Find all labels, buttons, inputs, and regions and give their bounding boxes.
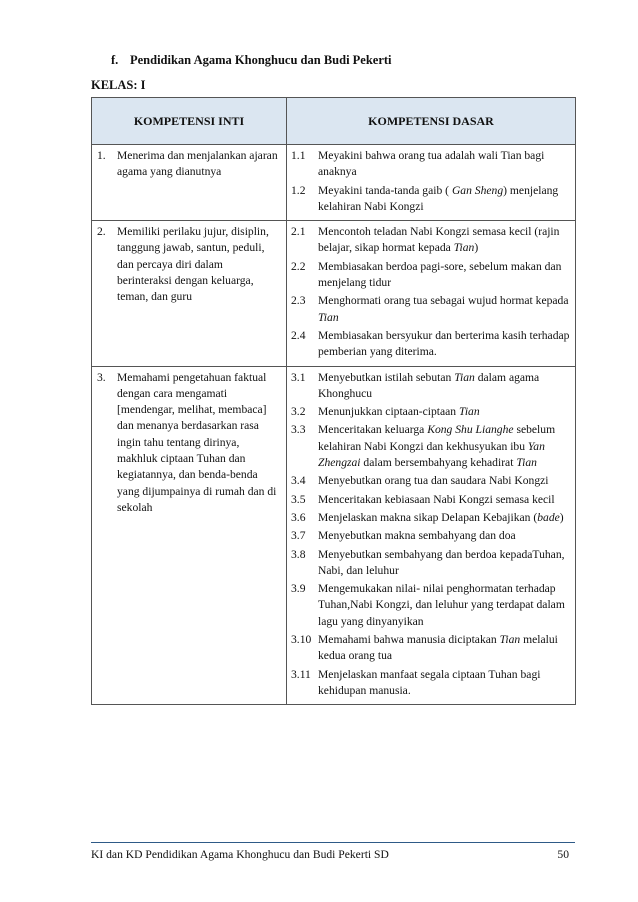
kompetensi-dasar-cell — [287, 366, 576, 705]
kd-text — [318, 422, 571, 471]
kd-text-part: Meyakini bahwa orang tua adalah wali Tian bagi anaknya — [318, 149, 545, 179]
kd-number: 3.3 — [291, 423, 306, 437]
kd-item — [291, 528, 571, 544]
kd-text — [318, 259, 571, 292]
kd-number: 3.9 — [291, 582, 306, 596]
kd-text-part: Menyebutkan istilah sebutan — [318, 370, 455, 384]
kd-number: 3.7 — [291, 529, 306, 543]
kd-text-part: Menyebutkan sembahyang dan berdoa kepadaTuhan, Nabi, dan leluhur — [318, 547, 565, 577]
kd-text-italic: Tian — [516, 456, 537, 470]
kd-item — [291, 328, 571, 361]
kd-text-part: Mengemukakan nilai- nilai penghormatan terhadap Tuhan,Nabi Kongzi, dan leluhur yang terdapat dalam lagu yang dinyanyikan — [318, 582, 565, 628]
kd-number: 3.2 — [291, 405, 306, 419]
kd-text-italic: Yan Zhengzai — [318, 439, 545, 470]
kd-text — [318, 547, 571, 580]
kd-text — [318, 404, 571, 420]
section-title: Pendidikan Agama Khonghucu dan Budi Pekerti — [130, 53, 392, 67]
ki-number: 2. — [97, 225, 106, 239]
kd-text-part: Menjelaskan manfaat segala ciptaan Tuhan bagi kehidupan manusia. — [318, 667, 541, 697]
ki-number: 1. — [97, 149, 106, 162]
ki-text: Memahami pengetahuan faktual dengan cara mengamati [mendengar, melihat, membaca] dan menanya berdasarkan rasa ingin tahu tentang dirinya, makhluk ciptaan Tuhan dan kegiatannya, dan benda-benda yang dijumpainya di rumah dan di sekolah — [117, 370, 277, 514]
competency-table — [91, 97, 576, 705]
kd-text-part: Membiasakan bersyukur dan berterima kasih terhadap pemberian yang diterima. — [318, 328, 570, 359]
kd-item — [291, 404, 571, 420]
kompetensi-dasar-cell — [287, 145, 576, 221]
ki-text: Memiliki perilaku jujur, disiplin, tanggung jawab, santun, peduli, dan percaya diri dalam berinteraksi dengan keluarga, teman, dan guru — [117, 225, 269, 304]
ki-item — [97, 224, 280, 305]
kd-text — [318, 510, 571, 526]
kompetensi-inti-cell — [92, 366, 287, 705]
kd-text-part: Memahami bahwa manusia diciptakan — [318, 633, 500, 647]
table-row — [92, 366, 576, 705]
ki-number: 3. — [97, 370, 106, 384]
footer-title: KI dan KD Pendidikan Agama Khonghucu dan Budi Pekerti SD — [91, 848, 389, 861]
kd-item — [291, 224, 571, 257]
kd-text-part: dalam agama Khonghucu — [318, 370, 540, 400]
header-kompetensi-dasar: KOMPETENSI DASAR — [287, 98, 576, 145]
kompetensi-inti-cell — [92, 221, 287, 366]
kd-text-part: Membiasakan berdoa pagi-sore, sebelum makan dan menjelang tidur — [318, 259, 562, 290]
kd-text — [318, 632, 571, 665]
kd-item — [291, 632, 571, 665]
kd-text-part: ) — [474, 241, 479, 255]
kd-item — [291, 148, 571, 181]
header-kompetensi-inti: KOMPETENSI INTI — [92, 98, 287, 145]
kd-text-part: Mencontoh teladan Nabi Kongzi semasa kecil (rajin belajar, sikap hormat kepada — [318, 225, 560, 255]
kd-item — [291, 370, 571, 403]
kd-number: 1.1 — [291, 149, 306, 162]
kompetensi-dasar-cell — [287, 221, 576, 366]
kd-item — [291, 259, 571, 292]
kd-text — [318, 328, 571, 361]
kd-text — [318, 528, 571, 544]
kd-text-part: ) — [559, 510, 564, 524]
kd-number: 3.8 — [291, 547, 306, 561]
page-number: 50 — [557, 848, 569, 861]
kd-number: 3.6 — [291, 510, 306, 524]
kelas-label: KELAS: I — [91, 78, 146, 92]
kd-text-italic: Tian — [499, 633, 521, 647]
kd-number: 1.2 — [291, 183, 306, 197]
kd-number: 3.5 — [291, 492, 306, 506]
kd-number: 3.10 — [291, 633, 312, 647]
kd-text-part: Menceritakan kebiasaan Nabi Kongzi semasa kecil — [318, 492, 555, 506]
kd-text-italic: bade — [537, 510, 560, 524]
kd-item — [291, 510, 571, 526]
table-body — [92, 145, 576, 705]
kd-number: 2.4 — [291, 328, 306, 342]
kd-text-part: Meyakini tanda-tanda gaib ( — [318, 183, 452, 197]
kd-item — [291, 422, 571, 471]
kd-text-italic: Kong Shu Lianghe — [427, 423, 514, 437]
kd-item — [291, 473, 571, 489]
kd-text-italic: Tian — [318, 310, 339, 324]
kd-text-part: sebelum kelahiran Nabi Kongzi dan kekhusyukan ibu — [318, 423, 556, 453]
kd-text — [318, 473, 571, 489]
kd-text-italic: Tian — [454, 370, 475, 384]
table-header-row — [92, 98, 576, 145]
kd-item — [291, 293, 571, 326]
kd-text-part: Menghormati orang tua sebagai wujud hormat kepada — [318, 294, 569, 308]
kd-text-part: Menjelaskan makna sikap Delapan Kebajikan ( — [318, 510, 538, 524]
kd-number: 3.1 — [291, 370, 306, 384]
kd-text-italic: Tian — [453, 241, 475, 255]
kd-text — [318, 581, 571, 630]
kd-number: 3.4 — [291, 474, 306, 488]
kd-text-part: Menceritakan keluarga — [318, 423, 428, 437]
kd-text — [318, 667, 571, 700]
kd-item — [291, 547, 571, 580]
kd-number: 3.11 — [291, 667, 311, 681]
kd-item — [291, 581, 571, 630]
section-letter: f. — [111, 53, 119, 67]
kd-number: 2.1 — [291, 225, 306, 239]
kd-text — [318, 370, 571, 403]
section-heading — [111, 53, 392, 68]
ki-text: Menerima dan menjalankan ajaran agama yang dianutnya — [117, 149, 278, 179]
kd-item — [291, 183, 571, 216]
kd-text — [318, 183, 571, 216]
kd-number: 2.2 — [291, 259, 306, 273]
kd-text — [318, 293, 571, 326]
kd-text-italic: Tian — [459, 405, 480, 419]
footer-rule — [91, 842, 575, 843]
ki-item — [97, 370, 280, 517]
kd-text-part: ) menjelang kelahiran Nabi Kongzi — [318, 183, 559, 213]
table-row — [92, 221, 576, 366]
kd-text-part: Menyebutkan makna sembahyang dan doa — [318, 529, 516, 543]
kd-text-part: Menyebutkan orang tua dan saudara Nabi Kongzi — [318, 474, 549, 488]
kd-item — [291, 492, 571, 508]
kd-text — [318, 492, 571, 508]
kd-text-part: melalui kedua orang tua — [318, 633, 558, 663]
kd-text — [318, 148, 571, 181]
kd-text-part: Menunjukkan ciptaan-ciptaan — [318, 405, 460, 419]
kd-item — [291, 667, 571, 700]
kd-number: 2.3 — [291, 294, 306, 308]
kd-text-part: dalam bersembahyang kehadirat — [360, 456, 517, 470]
kd-text — [318, 224, 571, 257]
kd-text-italic: Gan Sheng — [451, 183, 504, 197]
ki-item — [97, 148, 280, 181]
kompetensi-inti-cell — [92, 145, 287, 221]
table-row — [92, 145, 576, 221]
